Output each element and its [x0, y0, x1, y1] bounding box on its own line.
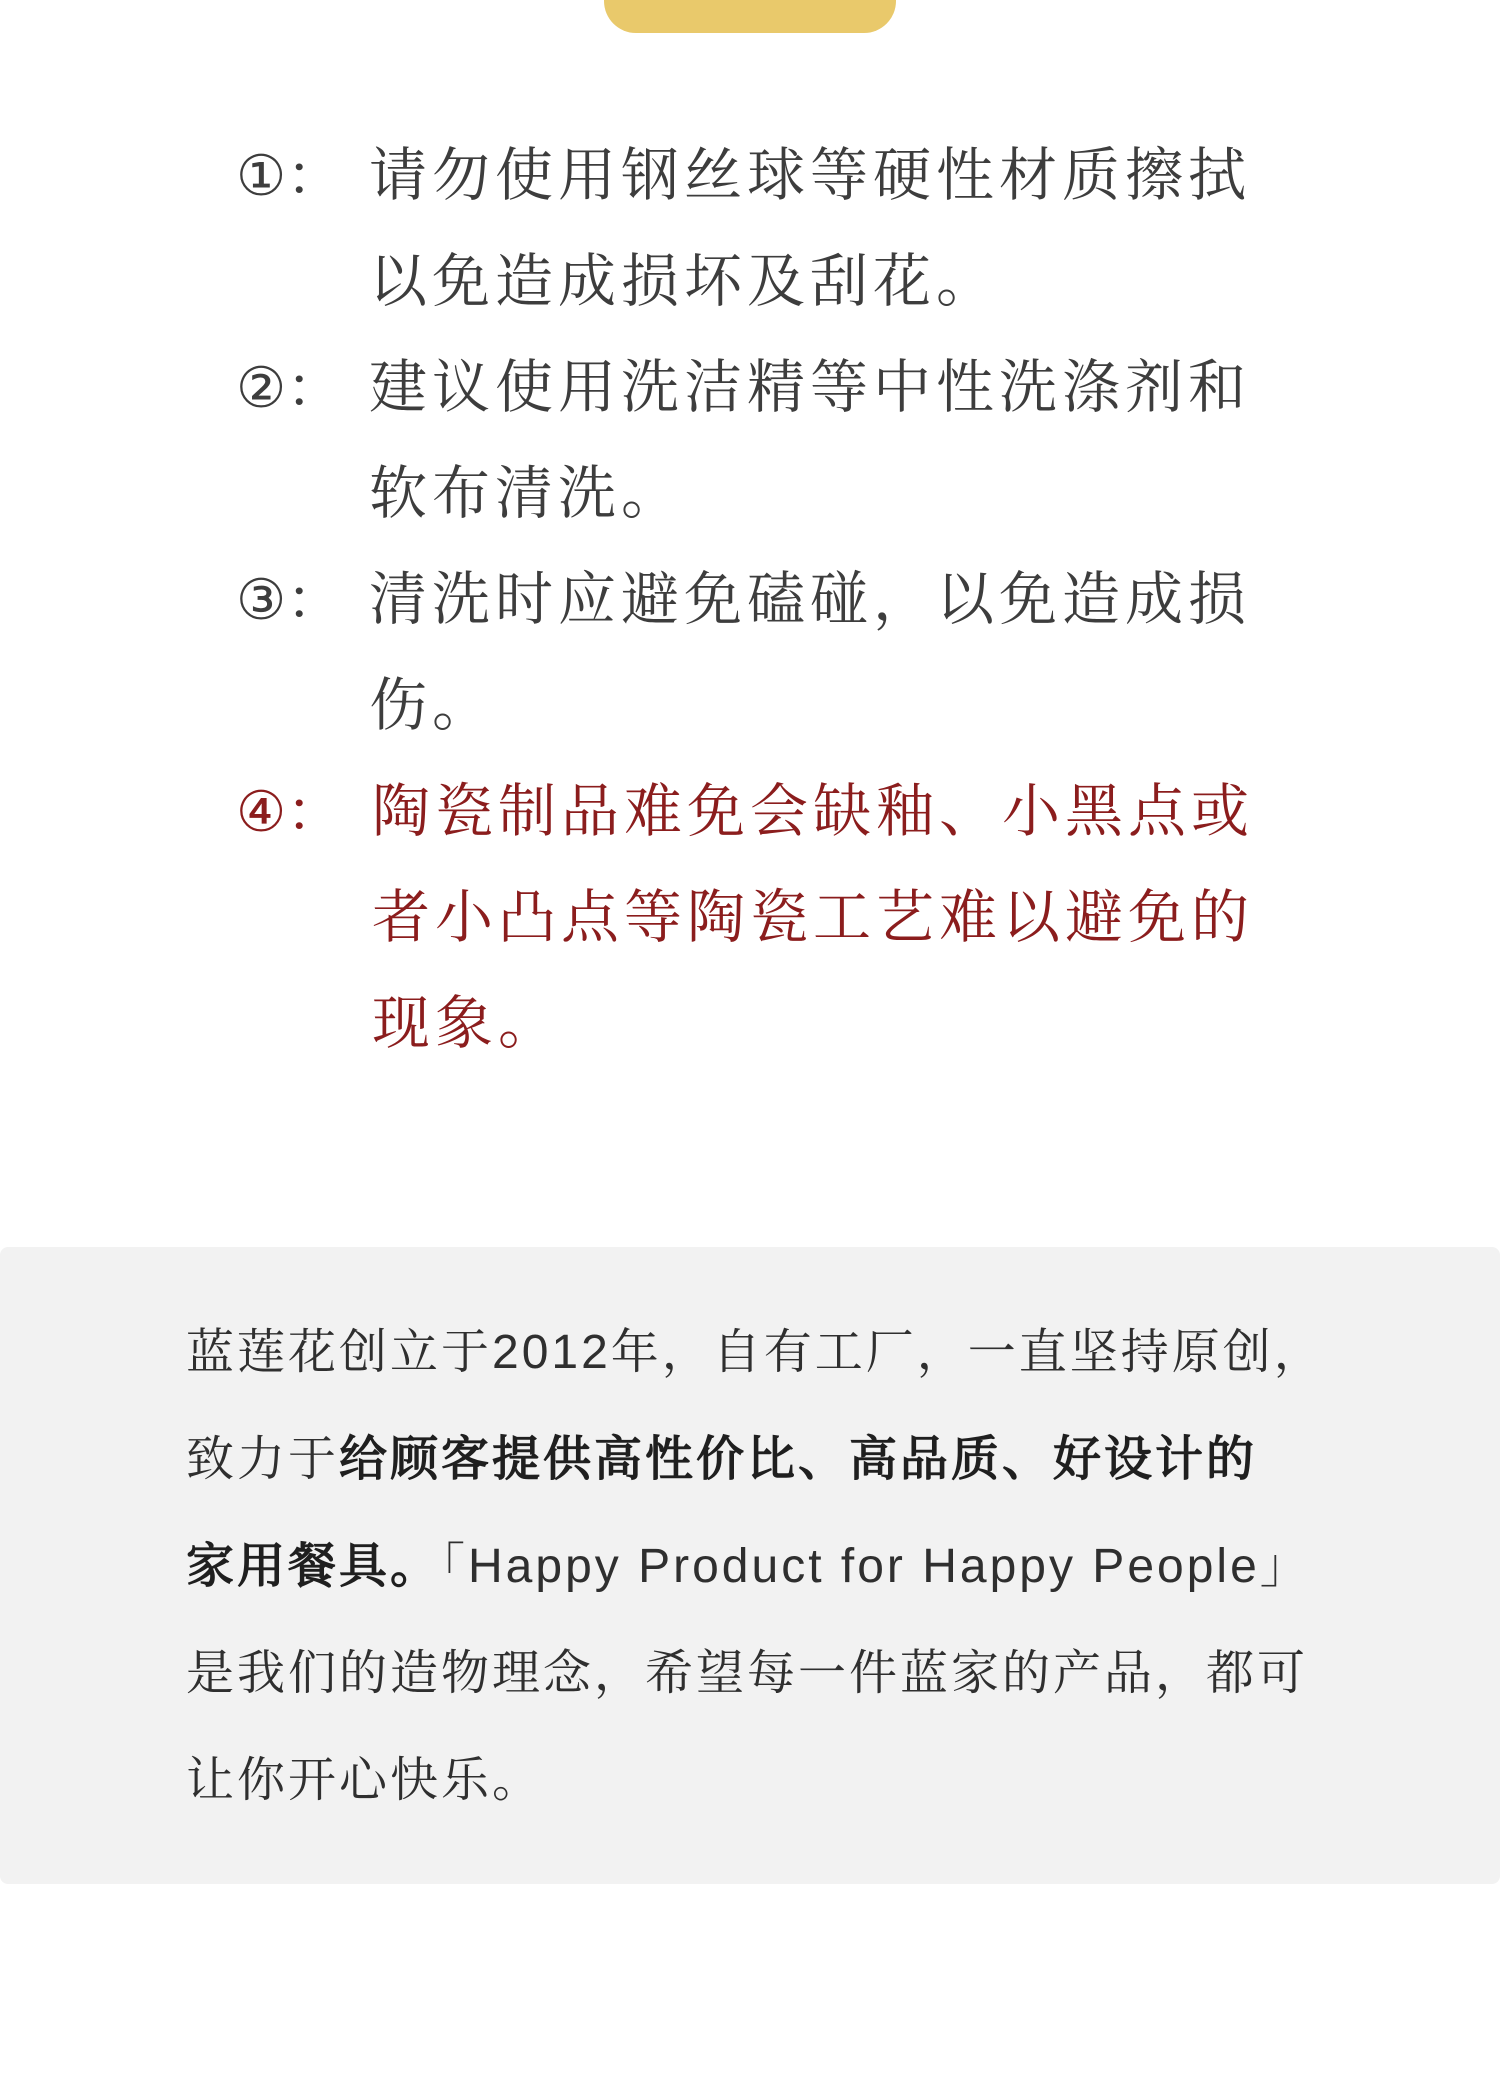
care-item-line: 软布清洗。 [369, 461, 685, 526]
about-text-normal: 致力于 [186, 1433, 340, 1486]
care-item-line: 请勿使用钢丝球等硬性材质擦拭 [369, 143, 1252, 208]
care-item-number: ①： [236, 144, 343, 207]
care-item-text [369, 123, 1336, 335]
brand-slogan: 「Happy Product for Happy People」 [441, 1540, 1311, 1593]
about-text-emphasis: 给顾客提供高性价比、高品质、好设计的 [339, 1433, 1258, 1486]
care-item-1 [236, 123, 1336, 335]
about-line-2 [186, 1406, 1476, 1513]
about-line-3 [186, 1513, 1476, 1620]
care-item-3 [236, 547, 1336, 759]
care-item-line: 陶瓷制品难免会缺釉、小黑点或 [372, 779, 1255, 844]
care-item-text [372, 759, 1336, 1077]
care-item-number: ③： [236, 568, 343, 631]
about-line-4: 是我们的造物理念，希望每一件蓝家的产品，都可 [186, 1647, 1309, 1700]
care-item-line: 现象。 [372, 991, 562, 1056]
care-item-line: 伤。 [369, 673, 496, 738]
care-item-number: ②： [236, 356, 343, 419]
about-line-5: 让你开心快乐。 [186, 1754, 544, 1807]
brand-about-panel [0, 1247, 1500, 1884]
about-line-1: 蓝莲花创立于2012年，自有工厂，一直坚持原创， [186, 1326, 1325, 1379]
care-item-line: 者小凸点等陶瓷工艺难以避免的 [372, 885, 1255, 950]
section-title-badge [604, 0, 896, 33]
about-text-emphasis: 家用餐具。 [186, 1540, 442, 1593]
care-item-4-warning [236, 759, 1336, 1077]
care-notice-list [236, 123, 1336, 1077]
care-item-number: ④： [236, 780, 343, 843]
brand-about-text [186, 1299, 1476, 1834]
care-item-text [369, 547, 1336, 759]
care-item-2 [236, 335, 1336, 547]
care-item-text [369, 335, 1336, 547]
care-item-line: 建议使用洗洁精等中性洗涤剂和 [369, 355, 1252, 420]
care-item-line: 清洗时应避免磕碰，以免造成损 [369, 567, 1252, 632]
care-item-line: 以免造成损坏及刮花。 [369, 249, 1000, 314]
